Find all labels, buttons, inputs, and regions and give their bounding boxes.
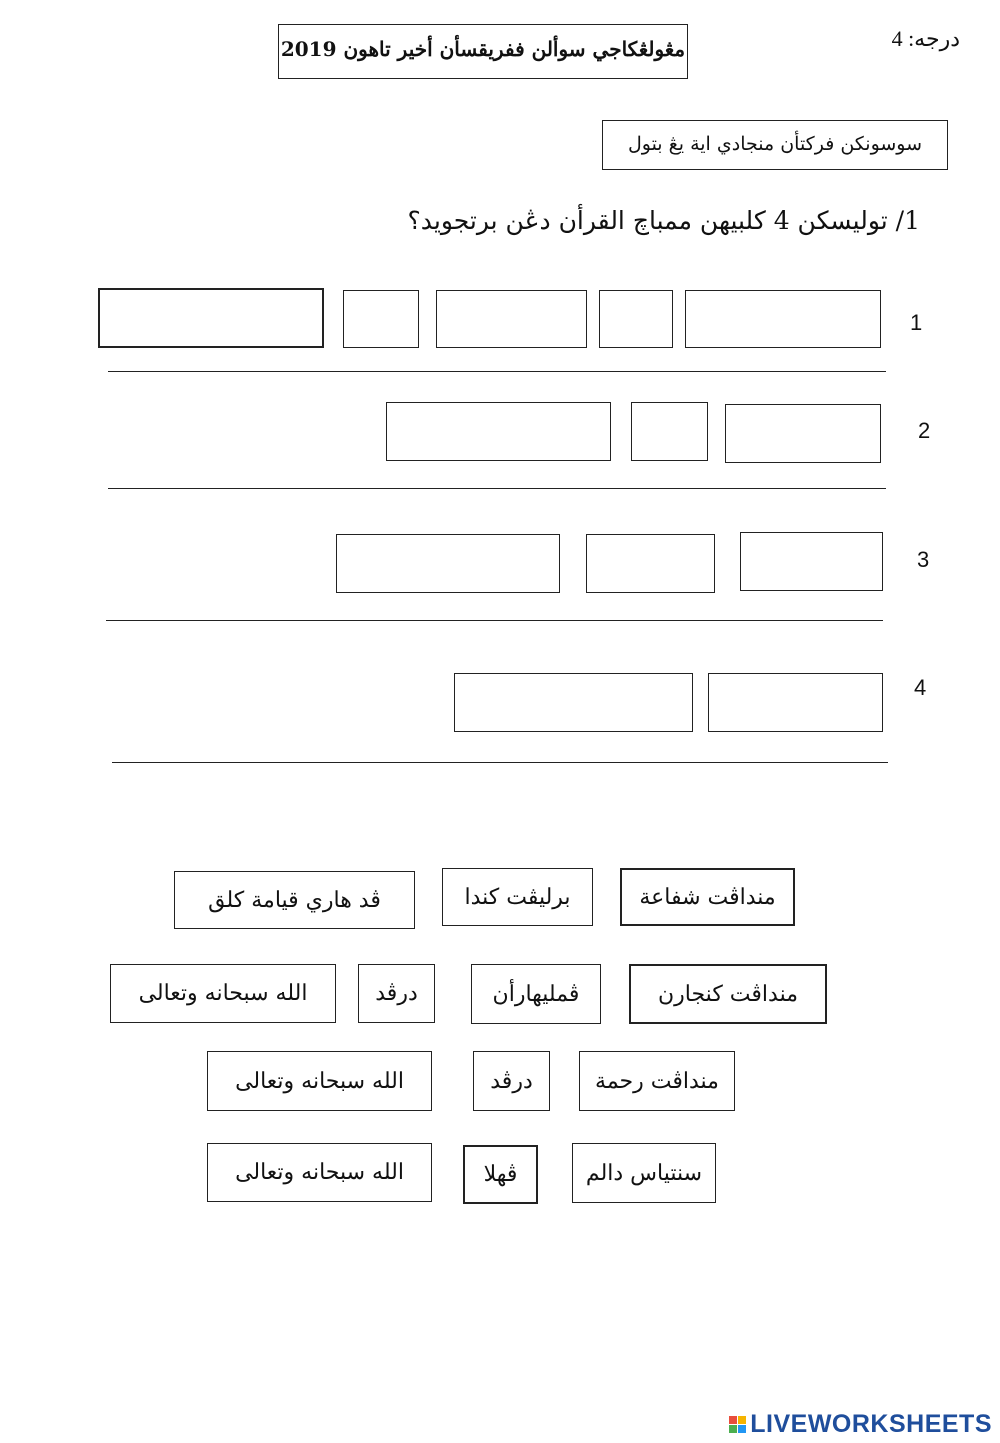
word-card[interactable]: درڤد [473,1051,550,1111]
liveworksheets-text: LIVEWORKSHEETS [750,1410,992,1438]
row-number-2: 2 [918,418,931,443]
instruction-box [602,120,948,170]
answer-slot[interactable] [740,532,883,591]
answer-slot[interactable] [454,673,693,732]
logo-square-blue [738,1425,746,1433]
answer-slot[interactable] [685,290,881,348]
writing-line[interactable] [112,762,888,763]
logo-square-green [729,1425,737,1433]
liveworksheets-brand[interactable] [729,1410,992,1439]
word-card[interactable]: الله سبحانه وتعالى [110,964,336,1023]
answer-slot[interactable] [343,290,419,348]
answer-slot[interactable] [708,673,883,732]
word-card[interactable]: برليڤت كندا [442,868,593,926]
page-title: مڠولڠكاجي سوألن ففريقسأن أخير تاهون 2019 [280,37,686,61]
word-card[interactable]: ڤمليهارأن [471,964,601,1024]
answer-slot[interactable] [336,534,560,593]
instruction-text: سوسونكن فركتأن منجادي اية يڠ بتول [627,133,923,155]
answer-slot[interactable] [586,534,715,593]
row-number-4: 4 [914,675,927,700]
logo-square-yellow [738,1416,746,1424]
row-number-3: 3 [917,547,930,572]
question-text: 1/ توليسكن 4 كلبيهن ممباچ القرأن دڠن برتجويد؟ [407,206,920,235]
word-card[interactable]: ڤهلا [463,1145,538,1204]
word-card[interactable]: الله سبحانه وتعالى [207,1051,432,1111]
row-number-1: 1 [910,310,923,335]
word-card[interactable]: درڤد [358,964,435,1023]
liveworksheets-logo-icon [729,1416,746,1433]
answer-slot[interactable] [631,402,708,461]
word-card[interactable]: ڤد هاري قيامة كلق [174,871,415,929]
writing-line[interactable] [106,620,883,621]
answer-slot[interactable] [599,290,673,348]
word-card[interactable]: سنتياس دالم [572,1143,716,1203]
answer-slot[interactable] [436,290,587,348]
word-card[interactable]: منداڤت رحمة [579,1051,735,1111]
answer-slot[interactable] [98,288,324,348]
logo-square-red [729,1416,737,1424]
answer-slot[interactable] [386,402,611,461]
word-card[interactable]: الله سبحانه وتعالى [207,1143,432,1202]
answer-slot[interactable] [725,404,881,463]
word-card[interactable]: منداڤت كنجارن [629,964,827,1024]
writing-line[interactable] [108,371,886,372]
grade-label: درجه: 4 [891,26,960,51]
word-card[interactable]: منداڤت شفاعة [620,868,795,926]
title-box [278,24,688,79]
writing-line[interactable] [108,488,886,489]
